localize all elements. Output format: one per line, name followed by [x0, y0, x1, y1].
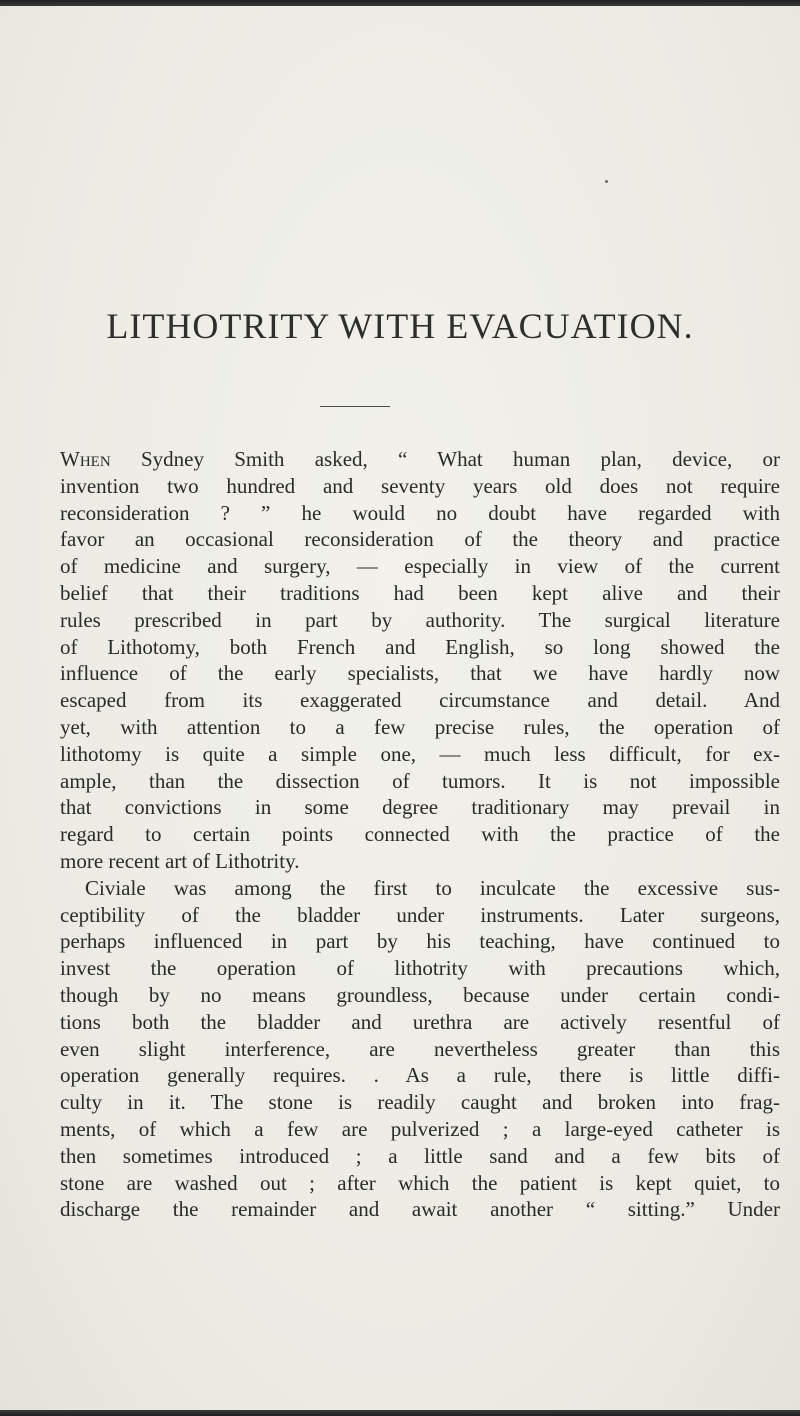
text-line: though by no means groundless, because under certain condi-: [60, 982, 780, 1007]
text-line: regard to certain points connected with the practice of the: [60, 822, 780, 847]
page-top-edge: [0, 0, 800, 6]
text-line: favor an occasional reconsideration of the theory and practice: [60, 527, 780, 552]
text-line: of Lithotomy, both French and English, so long showed the: [60, 634, 780, 659]
text-line: discharge the remainder and await another “ sitting.” Under: [60, 1197, 780, 1222]
text-line: When Sydney Smith asked, “ What human plan, device, or: [60, 447, 780, 471]
text-line: lithotomy is quite a simple one, — much less difficult, for ex-: [60, 741, 780, 766]
chapter-title: LITHOTRITY WITH EVACUATION.: [106, 306, 694, 346]
text-line: stone are washed out ; after which the patient is kept quiet, to: [60, 1170, 780, 1195]
text-line: culty in it. The stone is readily caught and broken into frag-: [60, 1090, 780, 1115]
lead-word: When: [60, 447, 111, 471]
text-line: then sometimes introduced ; a little sand and a few bits of: [60, 1143, 780, 1168]
text-line: that convictions in some degree traditionary may prevail in: [60, 795, 780, 820]
text-line: of medicine and surgery, — especially in view of the current: [60, 554, 780, 579]
text-line: tions both the bladder and urethra are actively resentful of: [60, 1009, 780, 1034]
text-line: more recent art of Lithotrity.: [60, 848, 300, 873]
page-bottom-edge: [0, 1410, 800, 1416]
text-line: perhaps influenced in part by his teaching, have continued to: [60, 929, 780, 954]
body-text: [60, 446, 780, 1223]
paper-speck: [605, 180, 608, 183]
text-line: escaped from its exaggerated circumstance and detail. And: [60, 688, 780, 713]
text-line: even slight interference, are nevertheless greater than this: [60, 1036, 780, 1061]
text-line: rules prescribed in part by authority. The surgical literature: [60, 607, 780, 632]
text-line: operation generally requires. . As a rule, there is little diffi-: [60, 1063, 780, 1088]
text-line: belief that their traditions had been kept alive and their: [60, 580, 780, 605]
text-line: ample, than the dissection of tumors. It is not impossible: [60, 768, 780, 793]
text-line: ments, of which a few are pulverized ; a large-eyed catheter is: [60, 1116, 780, 1141]
text-line: ceptibility of the bladder under instruments. Later surgeons,: [60, 902, 780, 927]
title-rule: [320, 406, 390, 407]
text-line: reconsideration ? ” he would no doubt have regarded with: [60, 500, 780, 525]
text-line: Civiale was among the first to inculcate the excessive sus-: [85, 875, 780, 900]
text-line: invest the operation of lithotrity with precautions which,: [60, 956, 780, 981]
text-line: invention two hundred and seventy years old does not require: [60, 473, 780, 498]
text-line: influence of the early specialists, that we have hardly now: [60, 661, 780, 686]
text-line: yet, with attention to a few precise rules, the operation of: [60, 714, 780, 739]
